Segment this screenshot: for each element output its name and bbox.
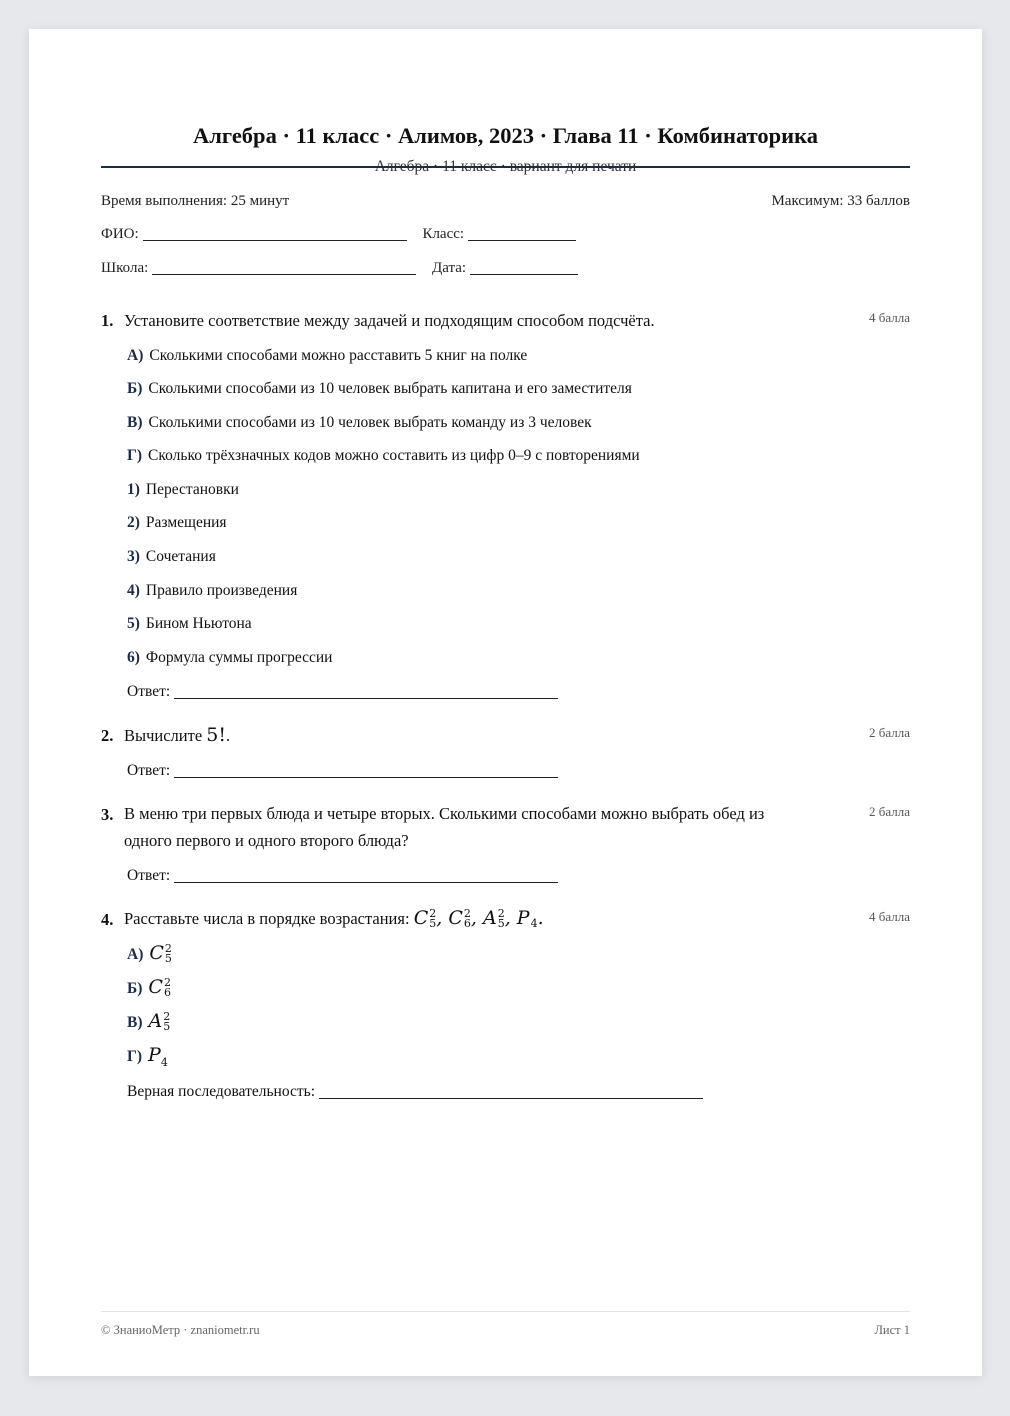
q2-answer-row: Ответ:	[127, 762, 558, 780]
school-field[interactable]	[152, 260, 416, 275]
worksheet-page	[29, 29, 982, 1376]
date-label: Дата:	[432, 260, 467, 276]
question-3-number: 3.	[101, 805, 114, 824]
question-4-number: 4.	[101, 910, 114, 929]
question-2-text: Вычислите 5!.	[124, 724, 231, 746]
school-row	[101, 260, 578, 277]
question-4-points: 4 балла	[869, 909, 910, 924]
question-1-text: Установите соответствие между задачей и подходящим способом подсчёта.	[124, 311, 655, 330]
fio-label: ФИО:	[101, 226, 139, 242]
question-2-number: 2.	[101, 726, 114, 745]
question-2-points: 2 балла	[869, 725, 910, 740]
q1-item-a: А) Сколькими способами можно расставить 5 книг на полке	[127, 347, 528, 364]
q1-option-3: 3) Сочетания	[127, 548, 216, 565]
page-title: Алгебра · 11 класс · Алимов, 2023 · Глава 11 · Комбинаторика	[193, 123, 818, 148]
q1-item-v: В) Сколькими способами из 10 человек выбрать команду из 3 человек	[127, 414, 592, 431]
q1-item-b: Б) Сколькими способами из 10 человек выбрать капитана и его заместителя	[127, 380, 632, 397]
q4-item-a: А) C 2 5	[127, 942, 172, 965]
q3-answer-field[interactable]	[174, 868, 558, 883]
fio-row	[101, 226, 576, 243]
q1-answer-field[interactable]	[174, 684, 558, 699]
question-1-points: 4 балла	[869, 310, 910, 325]
page-subtitle: Алгебра · 11 класс · вариант для печати	[374, 158, 637, 175]
date-field[interactable]	[470, 260, 578, 275]
q1-option-5: 5) Бином Ньютона	[127, 615, 252, 632]
q3-answer-row: Ответ:	[127, 867, 558, 885]
question-4-text: Расставьте числа в порядке возрастания: C 2 5 , C 2 6 , A 2 5 , P 4 .	[124, 907, 544, 930]
q1-item-g: Г) Сколько трёхзначных кодов можно составить из цифр 0–9 с повторениями	[127, 447, 640, 464]
footer-sheet-number: Лист 1	[874, 1323, 910, 1337]
q4-item-v: В) A 2 5	[127, 1010, 171, 1033]
q2-answer-field[interactable]	[174, 763, 558, 778]
max-score: Максимум: 33 баллов	[771, 193, 910, 209]
question-3-text: В меню три первых блюда и четыре вторых. Сколькими способами можно выбрать обед из одного первого и одного второго блюда?	[124, 804, 765, 850]
question-3-points: 2 балла	[869, 804, 910, 819]
class-field[interactable]	[468, 226, 576, 241]
q1-option-6: 6) Формула суммы прогрессии	[127, 649, 333, 666]
q1-option-1: 1) Перестановки	[127, 481, 239, 498]
class-label: Класс:	[422, 226, 465, 242]
fio-field[interactable]	[143, 226, 407, 241]
q4-item-b: Б) C 2 6	[127, 976, 171, 999]
q4-sequence: C 2 5 , C 2 6 , A 2 5 , P 4 .	[413, 907, 544, 930]
q1-answer-row: Ответ:	[127, 683, 558, 701]
q4-answer-field[interactable]	[319, 1084, 703, 1099]
q1-option-2: 2) Размещения	[127, 514, 227, 531]
q4-item-g: Г) $P_4$	[127, 1044, 168, 1069]
q4-answer-row: Верная последовательность:	[127, 1083, 703, 1101]
school-label: Школа:	[101, 260, 149, 276]
q1-option-4: 4) Правило произведения	[127, 582, 298, 599]
footer-divider	[101, 1311, 910, 1312]
footer-copyright: © ЗнаниоМетр · znaniometr.ru	[101, 1323, 260, 1337]
time-limit: Время выполнения: 25 минут	[101, 193, 290, 209]
question-1-number: 1.	[101, 311, 114, 330]
header-divider	[101, 166, 910, 168]
q2-factorial: 5!	[206, 724, 227, 746]
